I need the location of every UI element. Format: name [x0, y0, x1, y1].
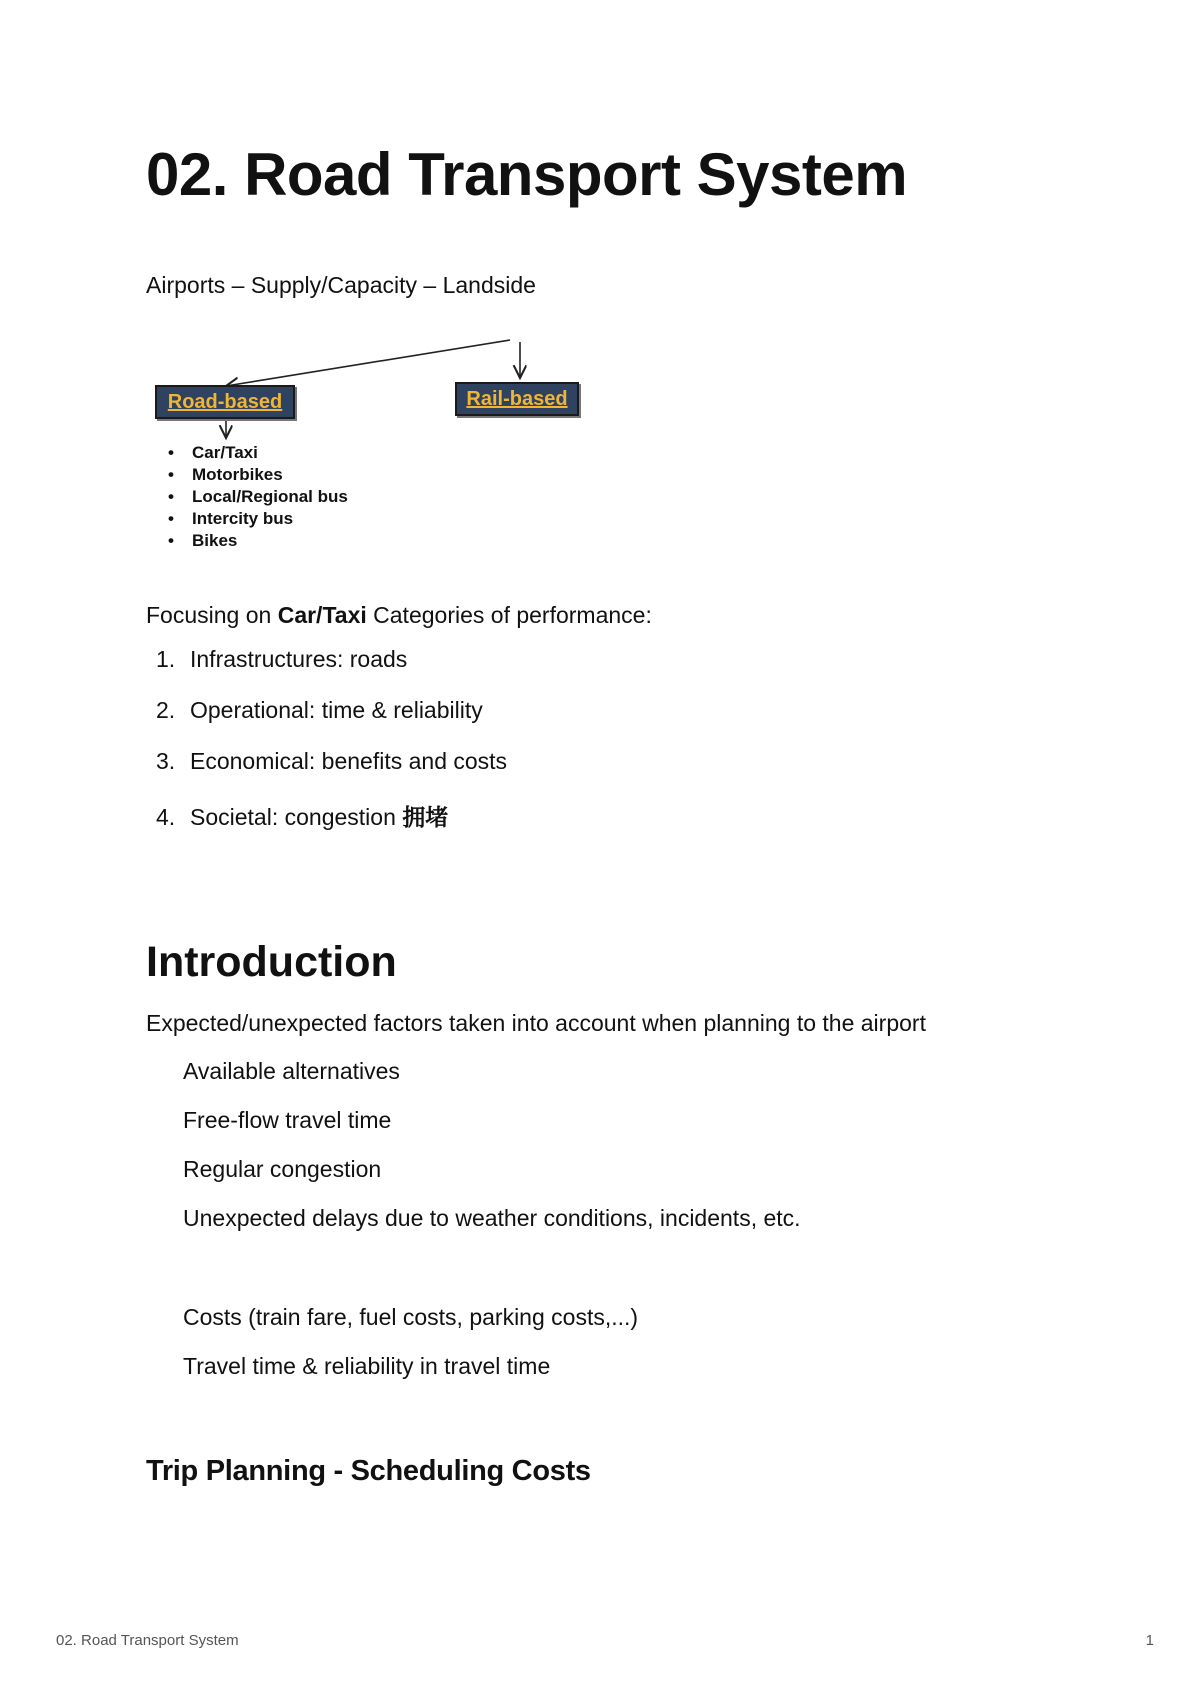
list-item: Costs (train fare, fuel costs, parking costs,...)	[183, 1304, 639, 1330]
page-title: 02. Road Transport System	[146, 141, 908, 208]
introduction-lead: Expected/unexpected factors taken into account when planning to the airport	[146, 1010, 926, 1036]
list-item: Free-flow travel time	[183, 1107, 392, 1133]
list-item: Travel time & reliability in travel time	[183, 1353, 551, 1379]
focus-prefix: Focusing on	[146, 602, 278, 628]
list-item: • Local/Regional bus	[168, 486, 348, 508]
list-item: 2. Operational: time & reliability	[156, 697, 483, 723]
focus-paragraph	[146, 602, 652, 629]
focus-bold: Car/Taxi	[277, 602, 367, 628]
focus-suffix: Categories of performance:	[366, 602, 652, 628]
footer-title: 02. Road Transport System	[56, 1632, 239, 1649]
categories-list	[156, 646, 507, 850]
list-item: 1. Infrastructures: roads	[156, 646, 408, 672]
list-item: • Motorbikes	[168, 464, 348, 486]
list-item: Regular congestion	[183, 1156, 382, 1182]
rail-based-box: Rail-based	[455, 382, 579, 416]
list-item: • Car/Taxi	[168, 442, 348, 464]
chinese-term: 拥堵	[402, 804, 449, 830]
arrow-to-road	[226, 340, 510, 386]
list-item: Available alternatives	[183, 1058, 400, 1084]
factors-list	[183, 1058, 801, 1254]
list-item: • Bikes	[168, 530, 348, 552]
trip-planning-heading: Trip Planning - Scheduling Costs	[146, 1455, 591, 1487]
page-subtitle: Airports – Supply/Capacity – Landside	[146, 272, 536, 298]
road-modes-list	[168, 442, 348, 552]
list-item: • Intercity bus	[168, 508, 348, 530]
list-item: Unexpected delays due to weather conditions, incidents, etc.	[183, 1205, 801, 1231]
costs-list	[183, 1304, 638, 1402]
road-based-box: Road-based	[155, 385, 295, 419]
page-number: 1	[1145, 1632, 1154, 1649]
list-item: 4. Societal: congestion 拥堵	[156, 804, 449, 830]
list-item: 3. Economical: benefits and costs	[156, 748, 508, 774]
introduction-heading: Introduction	[146, 938, 397, 986]
landside-modes-diagram	[150, 330, 590, 560]
